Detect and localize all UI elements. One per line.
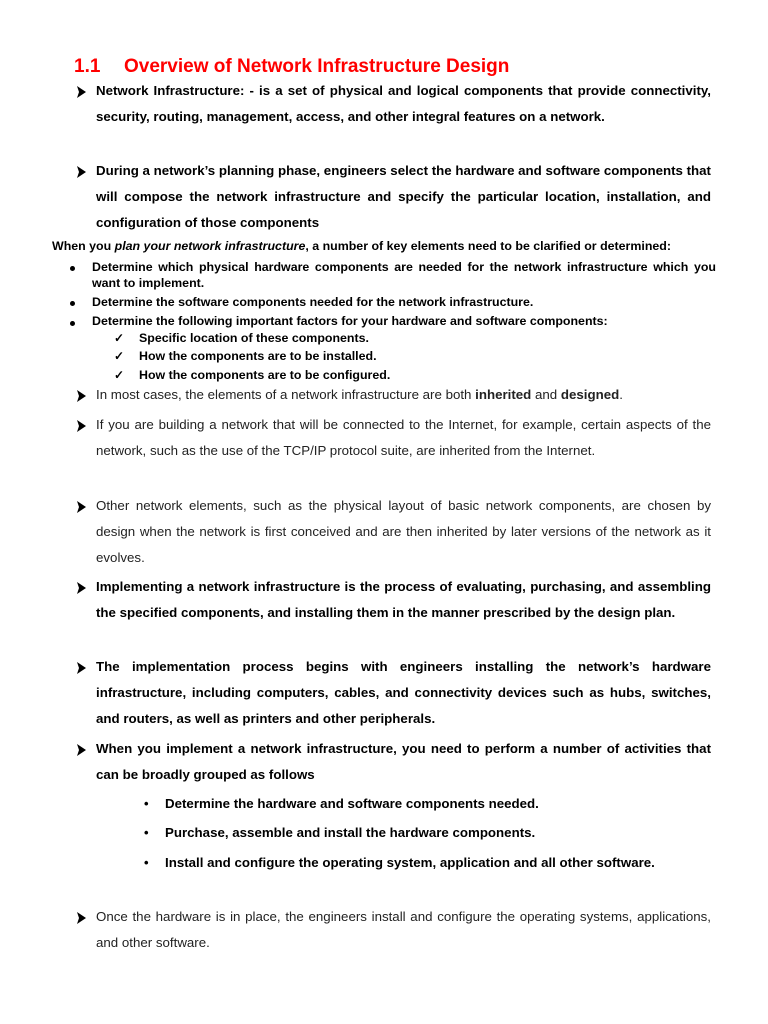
paragraph-implementing: Implementing a network infrastructure is the process of evaluating, purchasing, and assembling the specified components, and installing them in the manner prescribed by the design plan. [96, 579, 711, 620]
bold-inherited: inherited [475, 387, 532, 402]
step-item: Determine the hardware and software components needed. [165, 796, 539, 811]
dot-bullet-icon [70, 266, 75, 271]
paragraph-internet: If you are building a network that will be connected to the Internet, for example, certain aspects of the network, such as the use of the TCP/IP protocol suite, are inherited from the Internet. [96, 417, 711, 458]
arrow-bullet-icon [76, 655, 87, 681]
paragraph-implementation-process: The implementation process begins with engineers installing the network’s hardware infrastructure, including computers, cables, and connectivity devices such as hubs, switches, and routers, as well as printers and other peripherals. [96, 659, 711, 726]
check-item: How the components are to be installed. [139, 349, 377, 363]
paragraph-software-install: Once the hardware is in place, the engineers install and configure the operating systems, applications, and other software. [96, 909, 711, 950]
section-number: 1.1 [74, 56, 101, 77]
bullet-item: Determine which physical hardware components are needed for the network infrastructure which you want to implement. [92, 260, 716, 290]
intro-before: When you [52, 239, 115, 253]
square-bullet-icon: • [144, 825, 149, 840]
bullet-item: Determine the following important factors for your hardware and software components: [92, 314, 608, 328]
paragraph-planning-phase: During a network’s planning phase, engineers select the hardware and software components that will compose the network infrastructure and specify the particular location, installation, and configuration of those components [96, 163, 711, 230]
paragraph-activities: When you implement a network infrastructure, you need to perform a number of activities that can be broadly grouped as follows [96, 741, 711, 782]
check-icon: ✓ [114, 331, 125, 345]
dot-bullet-icon [70, 321, 75, 326]
bold-designed: designed [560, 387, 620, 402]
arrow-bullet-icon [76, 575, 87, 601]
intro-emphasis: plan your network infrastructure [114, 239, 306, 253]
bullet-item: Determine the software components needed for the network infrastructure. [92, 295, 534, 309]
square-bullet-icon: • [144, 796, 149, 811]
intro-line [52, 239, 671, 253]
arrow-bullet-icon [76, 737, 87, 763]
arrow-bullet-icon [76, 494, 87, 520]
paragraph-network-infrastructure: Network Infrastructure: - is a set of physical and logical components that provide connectivity, security, routing, management, access, and other integral features on a network. [96, 83, 711, 124]
arrow-bullet-icon [76, 383, 87, 409]
intro-after: , a number of key elements need to be clarified or determined: [305, 239, 671, 253]
square-bullet-icon: • [144, 855, 149, 870]
text-run: and [531, 387, 561, 402]
arrow-bullet-icon [76, 159, 87, 185]
arrow-bullet-icon [76, 413, 87, 439]
arrow-bullet-icon [76, 79, 87, 105]
section-heading [74, 56, 509, 78]
text-run: In most cases, the elements of a network infrastructure are both [96, 387, 476, 402]
check-item: How the components are to be configured. [139, 368, 391, 382]
check-icon: ✓ [114, 349, 125, 363]
check-item: Specific location of these components. [139, 331, 369, 345]
paragraph-other-elements: Other network elements, such as the physical layout of basic network components, are chosen by design when the network is first conceived and are then inherited by later versions of the network as it evolves. [96, 498, 711, 565]
step-item: Purchase, assemble and install the hardware components. [165, 825, 536, 840]
check-icon: ✓ [114, 368, 125, 382]
dot-bullet-icon [70, 301, 75, 306]
section-title: Overview of Network Infrastructure Design [124, 56, 510, 77]
step-item: Install and configure the operating system, application and all other software. [165, 855, 655, 870]
paragraph-inherited-designed [96, 382, 711, 408]
arrow-bullet-icon [76, 905, 87, 931]
text-run: . [619, 387, 623, 402]
